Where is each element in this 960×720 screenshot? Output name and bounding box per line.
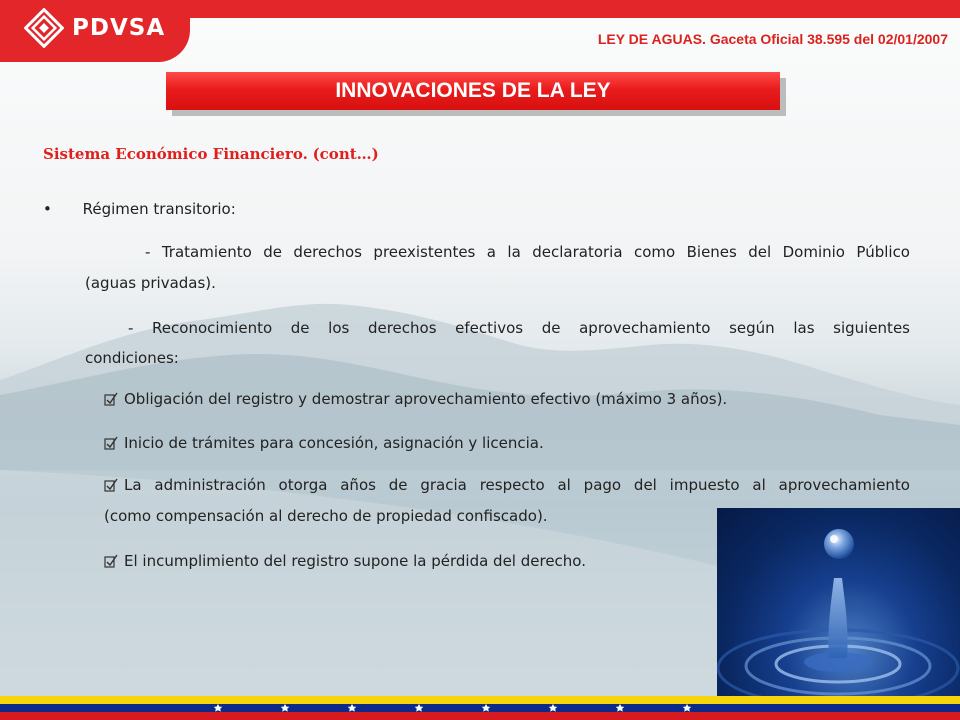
slide-title: INNOVACIONES DE LA LEY: [335, 79, 611, 102]
paragraph-2-line-2: condiciones:: [85, 349, 179, 367]
checkbox-icon: [104, 478, 118, 492]
star-icon: [549, 704, 558, 712]
checkbox-icon: [104, 436, 118, 450]
section-heading-cont: (cont…): [312, 145, 379, 163]
title-banner: [166, 72, 780, 110]
star-icon: [281, 704, 290, 712]
condition-text-continued: (como compensación al derecho de propiedad confiscado).: [104, 507, 548, 525]
condition-text: Inicio de trámites para concesión, asignación y licencia.: [124, 434, 544, 452]
water-drop-image: [717, 508, 960, 698]
section-heading: [43, 145, 379, 163]
paragraph-1-line-1: - Tratamiento de derechos preexistentes a la declaratoria como Bienes del Dominio Público: [145, 243, 910, 261]
flag-stars: [0, 696, 960, 720]
law-reference: LEY DE AGUAS. Gaceta Oficial 38.595 del 02/01/2007: [597, 31, 948, 47]
venezuela-flag-bar: [0, 696, 960, 720]
star-icon: [415, 704, 424, 712]
condition-text: La administración otorga años de gracia respecto al pago del impuesto al aprovechamiento: [124, 476, 910, 494]
bullet-label: Régimen transitorio:: [82, 200, 236, 218]
pdvsa-logo: [24, 8, 165, 48]
star-icon: [616, 704, 625, 712]
section-heading-main: Sistema Económico Financiero.: [43, 145, 308, 163]
condition-item: [104, 546, 586, 576]
checkbox-icon: [104, 392, 118, 406]
bullet-item: [43, 200, 236, 218]
star-icon: [214, 704, 223, 712]
bullet-symbol: •: [43, 200, 52, 218]
water-drop-illustration: [717, 508, 960, 698]
condition-item: [104, 384, 727, 414]
condition-text: Obligación del registro y demostrar aprovechamiento efectivo (máximo 3 años).: [124, 390, 728, 408]
star-icon: [683, 704, 692, 712]
checkbox-icon: [104, 554, 118, 568]
star-icon: [348, 704, 357, 712]
condition-item: [104, 470, 910, 500]
paragraph-1-line-2: (aguas privadas).: [85, 274, 216, 292]
condition-item: [104, 428, 544, 458]
logo-text: PDVSA: [72, 15, 166, 41]
paragraph-2-line-1: - Reconocimiento de los derechos efectivos de aprovechamiento según las siguientes: [128, 319, 910, 337]
condition-text: El incumplimiento del registro supone la pérdida del derecho.: [124, 552, 586, 570]
pdvsa-logo-icon: [24, 8, 64, 48]
star-icon: [482, 704, 491, 712]
